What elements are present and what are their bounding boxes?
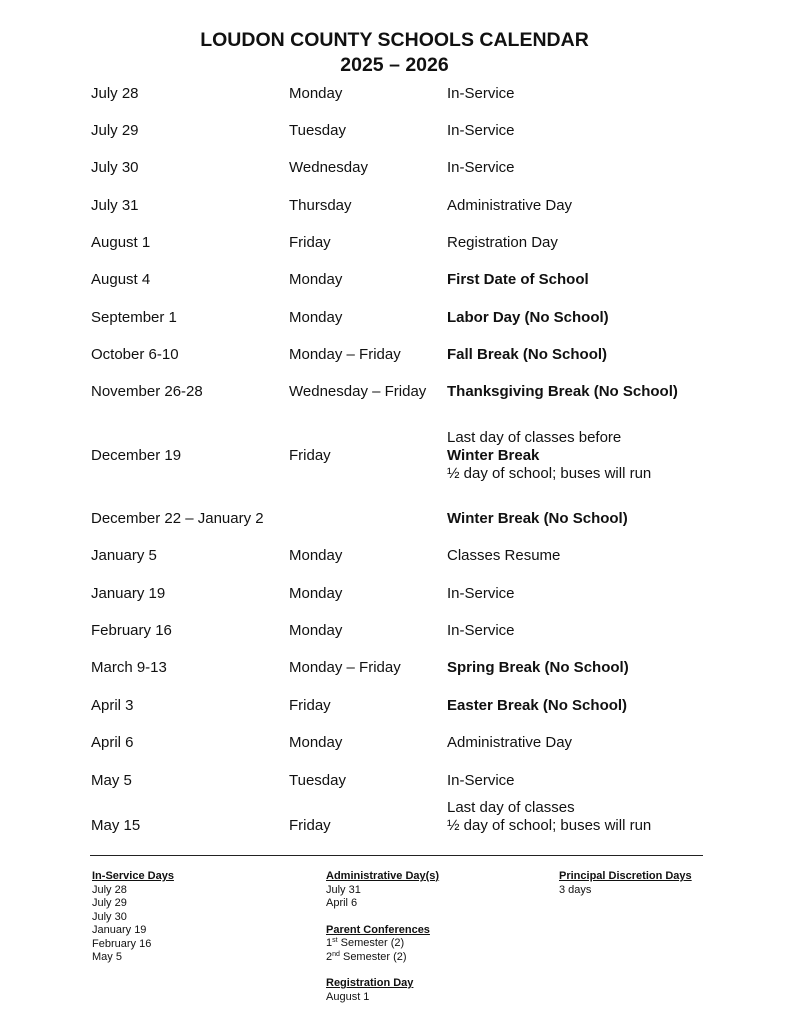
row-day: Monday	[289, 309, 343, 326]
row-event: Administrative Day	[447, 734, 573, 751]
legend-heading: Parent Conferences	[326, 923, 430, 936]
row-date: May 5	[91, 772, 132, 789]
row-event: First Date of School	[447, 271, 589, 288]
legend-heading: Administrative Day(s)	[326, 870, 440, 882]
row-date: September 1	[91, 309, 177, 326]
row-event: Easter Break (No School)	[447, 697, 628, 714]
row-event: In-Service	[447, 122, 515, 139]
row-day: Wednesday – Friday	[289, 383, 427, 400]
row-date: November 26-28	[91, 383, 203, 400]
row-day: Friday	[289, 817, 331, 834]
row-event: Classes Resume	[447, 547, 561, 564]
legend-item: July 30	[92, 910, 127, 923]
row-date: April 3	[91, 697, 134, 714]
row-date: January 19	[91, 585, 166, 602]
row-day: Friday	[289, 697, 331, 714]
legend-principal	[559, 870, 692, 897]
row-date: December 19	[91, 447, 182, 464]
row-date: March 9-13	[91, 659, 167, 676]
row-event: In-Service	[447, 85, 515, 102]
row-date: July 31	[91, 197, 139, 214]
row-event: ½ day of school; buses will run	[447, 465, 652, 482]
legend-item: August 1	[326, 990, 370, 1003]
row-day: Monday	[289, 585, 343, 602]
legend-heading: Registration Day	[326, 977, 414, 989]
legend-admin	[326, 870, 439, 1004]
row-event: Winter Break	[447, 447, 540, 464]
legend-item: July 28	[92, 883, 127, 896]
row-event: In-Service	[447, 622, 515, 639]
page-title: LOUDON COUNTY SCHOOLS CALENDAR	[200, 29, 589, 51]
row-day: Wednesday	[289, 159, 368, 176]
row-date: April 6	[91, 734, 134, 751]
row-event: In-Service	[447, 159, 515, 176]
row-event: Fall Break (No School)	[447, 346, 608, 363]
legend-item: July 29	[92, 897, 127, 909]
row-event: ½ day of school; buses will run	[447, 817, 652, 834]
legend-item: July 31	[326, 883, 361, 896]
legend-heading: Principal Discretion Days	[559, 870, 692, 882]
row-date: August 1	[91, 234, 151, 251]
row-day: Friday	[289, 234, 331, 251]
row-day: Tuesday	[289, 772, 346, 789]
row-event: In-Service	[447, 585, 515, 602]
legend-item: May 5	[92, 951, 122, 963]
row-date: August 4	[91, 271, 151, 288]
row-date: July 28	[91, 85, 139, 102]
legend-item: 2nd Semester (2)	[326, 950, 407, 963]
row-day: Monday – Friday	[289, 659, 401, 676]
row-event: Winter Break (No School)	[447, 510, 628, 527]
row-day: Monday – Friday	[289, 346, 401, 363]
legend-item: 3 days	[559, 883, 592, 896]
row-event: Last day of classes	[447, 799, 575, 816]
row-event: In-Service	[447, 772, 515, 789]
row-date: October 6-10	[91, 346, 179, 363]
legend-item: April 6	[326, 897, 358, 909]
row-date: May 15	[91, 817, 141, 834]
legend-heading: In-Service Days	[92, 870, 174, 882]
row-event: Last day of classes before	[447, 429, 622, 446]
row-day: Friday	[289, 447, 331, 464]
row-event: Thanksgiving Break (No School)	[447, 383, 678, 400]
row-event: Labor Day (No School)	[447, 309, 609, 326]
row-day: Monday	[289, 734, 343, 751]
row-date: July 30	[91, 159, 139, 176]
school-year: 2025 – 2026	[340, 54, 449, 76]
legend-item: 1st Semester (2)	[326, 937, 405, 949]
row-date: January 5	[91, 547, 157, 564]
legend-item: January 19	[92, 924, 147, 936]
row-day: Tuesday	[289, 122, 346, 139]
row-day: Monday	[289, 271, 343, 288]
row-date: July 29	[91, 122, 139, 139]
row-day: Monday	[289, 85, 343, 102]
row-event: Registration Day	[447, 234, 558, 251]
legend-inservice	[92, 870, 174, 965]
row-event: Spring Break (No School)	[447, 659, 629, 676]
divider	[90, 855, 703, 856]
row-date: February 16	[91, 622, 172, 639]
row-event: Administrative Day	[447, 197, 573, 214]
legend-item: February 16	[92, 937, 152, 950]
row-day: Monday	[289, 547, 343, 564]
row-date: December 22 – January 2	[91, 510, 264, 527]
row-day: Monday	[289, 622, 343, 639]
row-day: Thursday	[289, 197, 352, 214]
